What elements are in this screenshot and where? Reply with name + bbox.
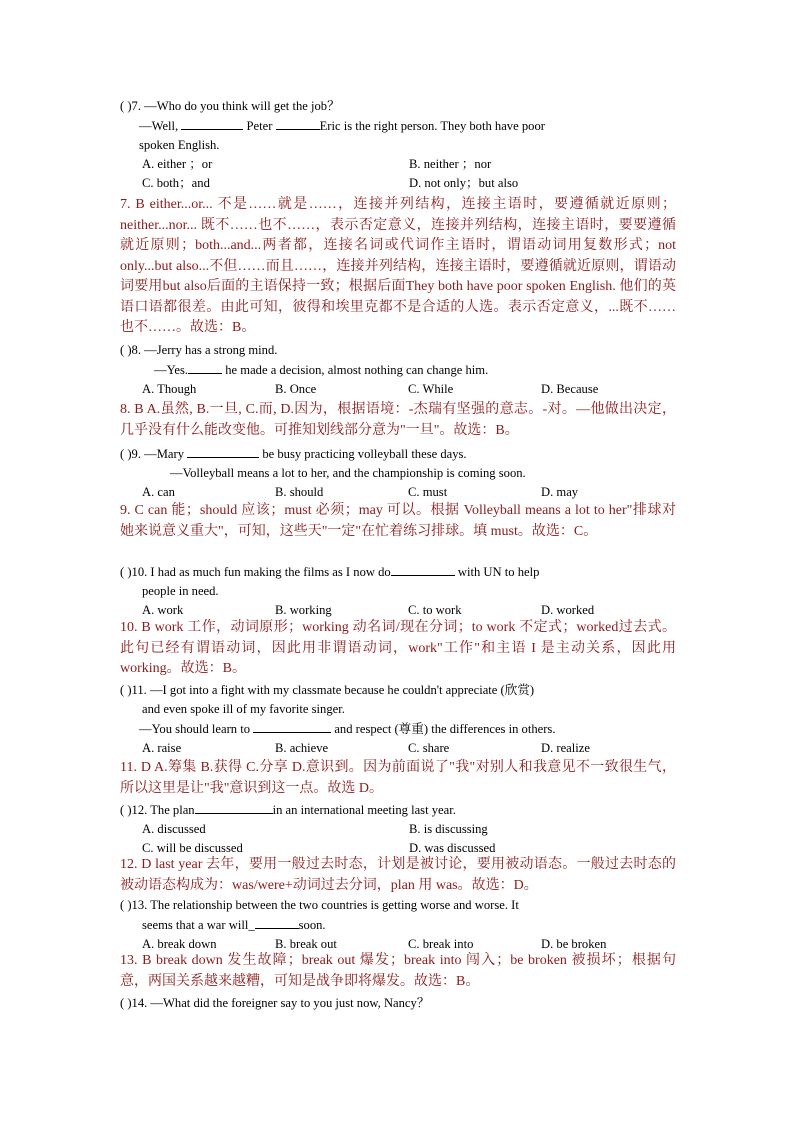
option-a: A. discussed — [142, 822, 206, 836]
question-line: people in need. — [142, 584, 219, 598]
question-stem: ( )11. —I got into a fight with my classmate because he couldn't appreciate (欣赏) — [120, 683, 535, 697]
option-b: B. neither ；nor — [409, 157, 492, 171]
question-line: seems that a war will_ soon. — [120, 915, 676, 935]
option-c: C. While — [408, 382, 454, 396]
option-c: C. share — [408, 741, 450, 755]
question-8 — [120, 341, 676, 399]
question-stem: ( )13. The relationship between the two countries is getting worse and worse. It — [120, 898, 519, 912]
option-a: A. can — [142, 485, 175, 499]
question-stem: ( )8. —Jerry has a strong mind. — [120, 343, 278, 357]
option-d: D. Because — [541, 382, 599, 396]
options-row — [120, 820, 676, 839]
option-c: C. must — [408, 485, 448, 499]
question-7 — [120, 97, 676, 193]
question-9 — [120, 444, 676, 502]
option-a: A. either ；or — [142, 157, 213, 171]
option-b: B. should — [275, 485, 324, 499]
question-stem: ( )9. —Mary be busy practicing volleyball these days. — [120, 444, 676, 464]
answer-blank — [255, 915, 299, 929]
question-stem: ( )14. —What did the foreigner say to you just now, Nancy？ — [120, 996, 430, 1010]
option-c: C. to work — [408, 603, 462, 617]
option-d: D. may — [541, 485, 579, 499]
question-stem: ( )7. —Who do you think will get the job？ — [120, 99, 340, 113]
question-12 — [120, 800, 676, 858]
question-stem: ( )10. I had as much fun making the films as I now do with UN to help — [120, 562, 676, 582]
answer-blank — [188, 360, 222, 374]
question-line: —Well, Peter Eric is the right person. They both have poor — [120, 116, 676, 136]
option-d: D. be broken — [541, 937, 607, 951]
question-stem: ( )12. The plan in an international meeting last year. — [120, 800, 676, 820]
option-d: D. not only；but also — [409, 176, 519, 190]
option-b: B. Once — [275, 382, 317, 396]
answer-10: 10. B work 工作，动词原形；working 动名词/现在分词；to work 不定式；worked过去式。此句已经有谓语动词，因此用非谓语动词，work"工作"和主语 I 是主动关系，因此用 working。故选：B。 — [120, 620, 676, 676]
option-c: C. both；and — [142, 176, 210, 190]
option-b: B. is discussing — [409, 822, 488, 836]
question-line: —Yes. he made a decision, almost nothing can change him. — [120, 360, 676, 380]
question-13 — [120, 896, 676, 954]
options-row — [120, 380, 676, 399]
option-c: C. will be discussed — [142, 841, 243, 855]
option-d: D. realize — [541, 741, 590, 755]
answer-blank — [391, 562, 455, 576]
options-row — [120, 739, 676, 758]
options-row — [120, 483, 676, 502]
option-b: B. working — [275, 603, 332, 617]
option-a: A. break down — [142, 937, 217, 951]
answer-11: 11. D A.筹集 B.获得 C.分享 D.意识到。因为前面说了"我"对别人和我意见不一致很生气，所以这里是让"我"意识到这一点。故选 D。 — [120, 760, 676, 796]
question-11 — [120, 681, 676, 758]
answer-blank — [195, 800, 273, 814]
question-10 — [120, 562, 676, 620]
answer-blank — [187, 444, 259, 458]
option-d: D. was discussed — [409, 841, 496, 855]
options-row — [120, 174, 676, 193]
option-b: B. achieve — [275, 741, 329, 755]
option-a: A. raise — [142, 741, 182, 755]
answer-13: 13. B break down 发生故障；break out 爆发；break into 闯入；be broken 被损坏；根据句意，两国关系越来越糟，可知是战争即将爆发。故选：B。 — [120, 953, 676, 989]
question-line: —Volleyball means a lot to her, and the championship is coming soon. — [170, 466, 526, 480]
question-line: —You should learn to and respect (尊重) the differences in others. — [120, 719, 676, 739]
option-b: B. break out — [275, 937, 337, 951]
question-line: spoken English. — [139, 138, 220, 152]
options-row — [120, 155, 676, 174]
answer-12: 12. D last year 去年，要用一般过去时态，计划是被讨论，要用被动语态。一般过去时态的被动语态构成为：was/were+动词过去分词，plan 用 was。故选：D。 — [120, 857, 676, 893]
answer-9: 9. C can 能；should 应该；must 必须；may 可以。根据 Volleyball means a lot to her"排球对她来说意义重大"，可知，这些天"一定"在忙着练习排球。填 must。故选：C。 — [120, 503, 676, 539]
question-line: and even spoke ill of my favorite singer. — [142, 702, 345, 716]
option-a: A. work — [142, 603, 184, 617]
option-d: D. worked — [541, 603, 595, 617]
answer-blank — [276, 116, 320, 130]
answer-blank — [181, 116, 243, 130]
option-a: A. Though — [142, 382, 197, 396]
question-14 — [120, 994, 676, 1013]
option-c: C. break into — [408, 937, 474, 951]
answer-blank — [253, 719, 331, 733]
answer-7: 7. B either...or... 不是……就是……，连接并列结构，连接主语时，要遵循就近原则；neither...nor... 既不……也不……，表示否定意义，连接并列结构，连接主语时，要要遵循就近原则；both...and...两者都，连接名词或代词作主语时，谓语动词用复数形式；not only...but also...不但……而且……，连接并列结构，连接主语时，要遵循就近原则，谓语动词要用but also后面的主语保持一致；根据后面They both have poor spoken English. 他们的英语口语都很差。由此可知，彼得和埃里克都不是合适的人选。表示否定意义，...既不……也不……。故选：B。 — [120, 197, 676, 335]
answer-8: 8. B A.虽然, B.一旦, C.而, D.因为，根据语境：-杰瑞有坚强的意志。-对。—他做出决定，几乎没有什么能改变他。可推知划线部分意为"一旦"。故选：B。 — [120, 402, 676, 438]
